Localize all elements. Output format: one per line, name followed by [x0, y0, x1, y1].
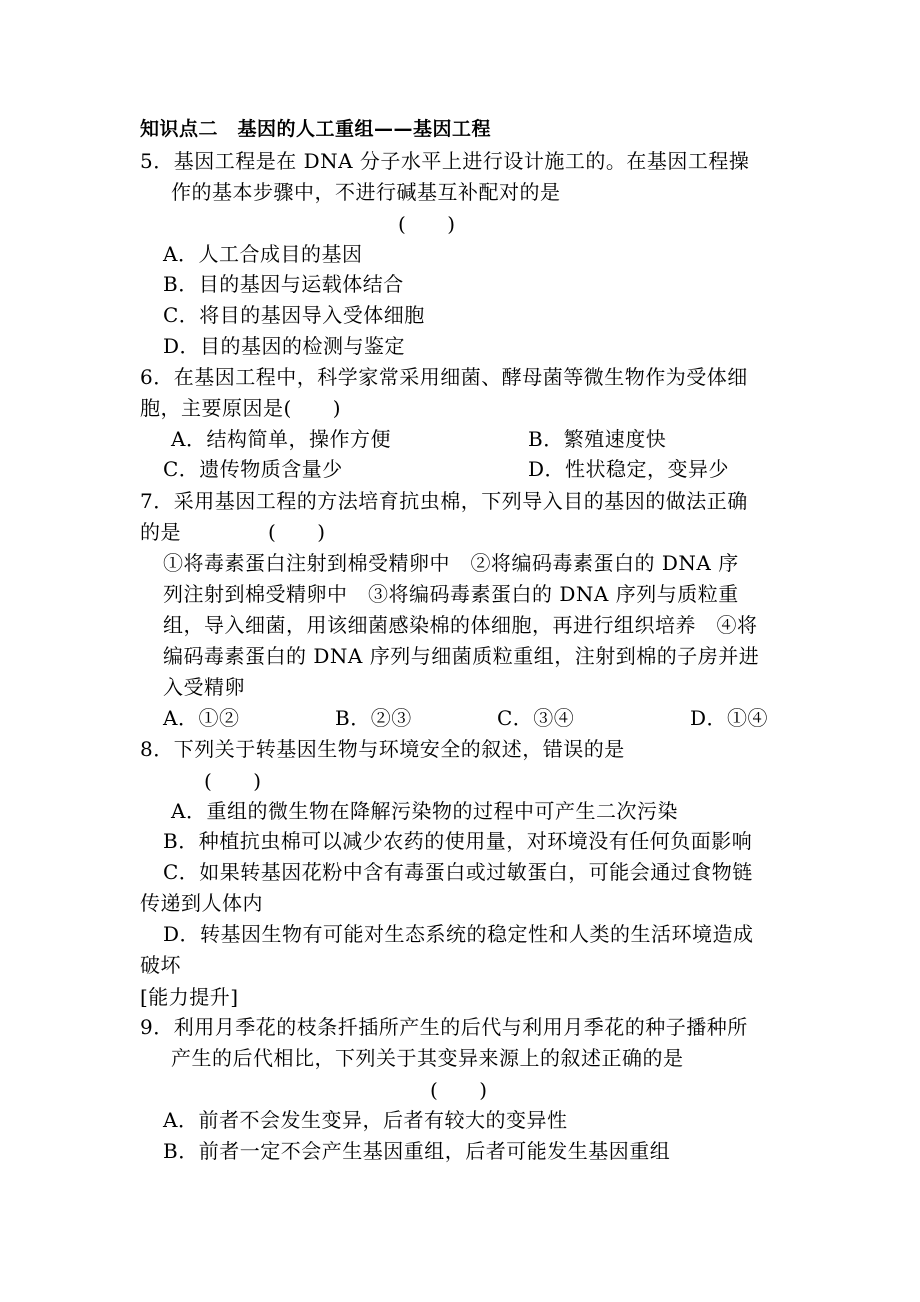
q5-stem-line2: 作的基本步骤中，不进行碱基互补配对的是 [171, 180, 561, 204]
q5-stem-line1: 5．基因工程是在 DNA 分子水平上进行设计施工的。在基因工程操 [140, 149, 750, 173]
q5-answer-blank: ( ) [398, 212, 456, 236]
q8-option-b: B．种植抗虫棉可以减少农药的使用量，对环境没有任何负面影响 [163, 829, 753, 853]
q7-body-line2: 列注射到棉受精卵中 ③将编码毒素蛋白的 DNA 序列与质粒重 [163, 582, 739, 606]
q5-option-a: A．人工合成目的基因 [163, 242, 363, 266]
q5-option-b: B．目的基因与运载体结合 [163, 272, 404, 296]
q6-stem-line2: 胞，主要原因是( ) [140, 396, 342, 420]
q7-option-d: D．①④ [690, 706, 769, 730]
q7-stem-line2: 的是 [140, 520, 181, 544]
q7-body-line3: 组，导入细菌，用该细菌感染棉的体细胞，再进行组织培养 ④将 [163, 613, 758, 637]
q9-stem-line1: 9．利用月季花的枝条扦插所产生的后代与利用月季花的种子播种所 [140, 1015, 748, 1039]
q7-answer-blank: ( ) [268, 520, 326, 544]
q6-option-a: A．结构简单，操作方便 [171, 427, 391, 451]
q6-stem-line1: 6．在基因工程中，科学家常采用细菌、酵母菌等微生物作为受体细 [140, 365, 748, 389]
ability-section-label: [能力提升] [140, 985, 239, 1009]
q6-option-d: D．性状稳定，变异少 [528, 457, 730, 481]
q9-option-a: A．前者不会发生变异，后者有较大的变异性 [163, 1108, 568, 1132]
q7-option-a: A．①② [163, 706, 240, 730]
q9-stem-line2: 产生的后代相比，下列关于其变异来源上的叙述正确的是 [171, 1046, 684, 1070]
section-title: 知识点二 基因的人工重组——基因工程 [140, 118, 492, 140]
q5-option-d: D．目的基因的检测与鉴定 [163, 334, 406, 358]
q8-option-c-line2: 传递到人体内 [140, 891, 263, 915]
q7-option-c: C．③④ [497, 706, 575, 730]
q9-answer-blank: ( ) [430, 1078, 488, 1102]
q7-body-line4: 编码毒素蛋白的 DNA 序列与细菌质粒重组，注射到棉的子房并进 [163, 644, 760, 668]
q7-body-line5: 入受精卵 [163, 675, 245, 699]
q5-option-c: C．将目的基因导入受体细胞 [163, 303, 425, 327]
q8-option-c-line1: C．如果转基因花粉中含有毒蛋白或过敏蛋白，可能会通过食物链 [163, 860, 753, 884]
q6-option-c: C．遗传物质含量少 [163, 457, 343, 481]
q8-stem-line1: 8．下列关于转基因生物与环境安全的叙述，错误的是 [140, 737, 625, 761]
q7-stem-line1: 7．采用基因工程的方法培育抗虫棉，下列导入目的基因的做法正确 [140, 489, 748, 513]
q8-option-d-line2: 破坏 [140, 953, 181, 977]
q7-body-line1: ①将毒素蛋白注射到棉受精卵中 ②将编码毒素蛋白的 DNA 序 [163, 551, 739, 575]
q7-option-b: B．②③ [335, 706, 412, 730]
q8-answer-blank: ( ) [204, 769, 262, 793]
q8-option-d-line1: D．转基因生物有可能对生态系统的稳定性和人类的生活环境造成 [163, 922, 754, 946]
q9-option-b: B．前者一定不会产生基因重组，后者可能发生基因重组 [163, 1139, 671, 1163]
q8-option-a: A．重组的微生物在降解污染物的过程中可产生二次污染 [171, 799, 678, 823]
q6-option-b: B．繁殖速度快 [528, 427, 667, 451]
